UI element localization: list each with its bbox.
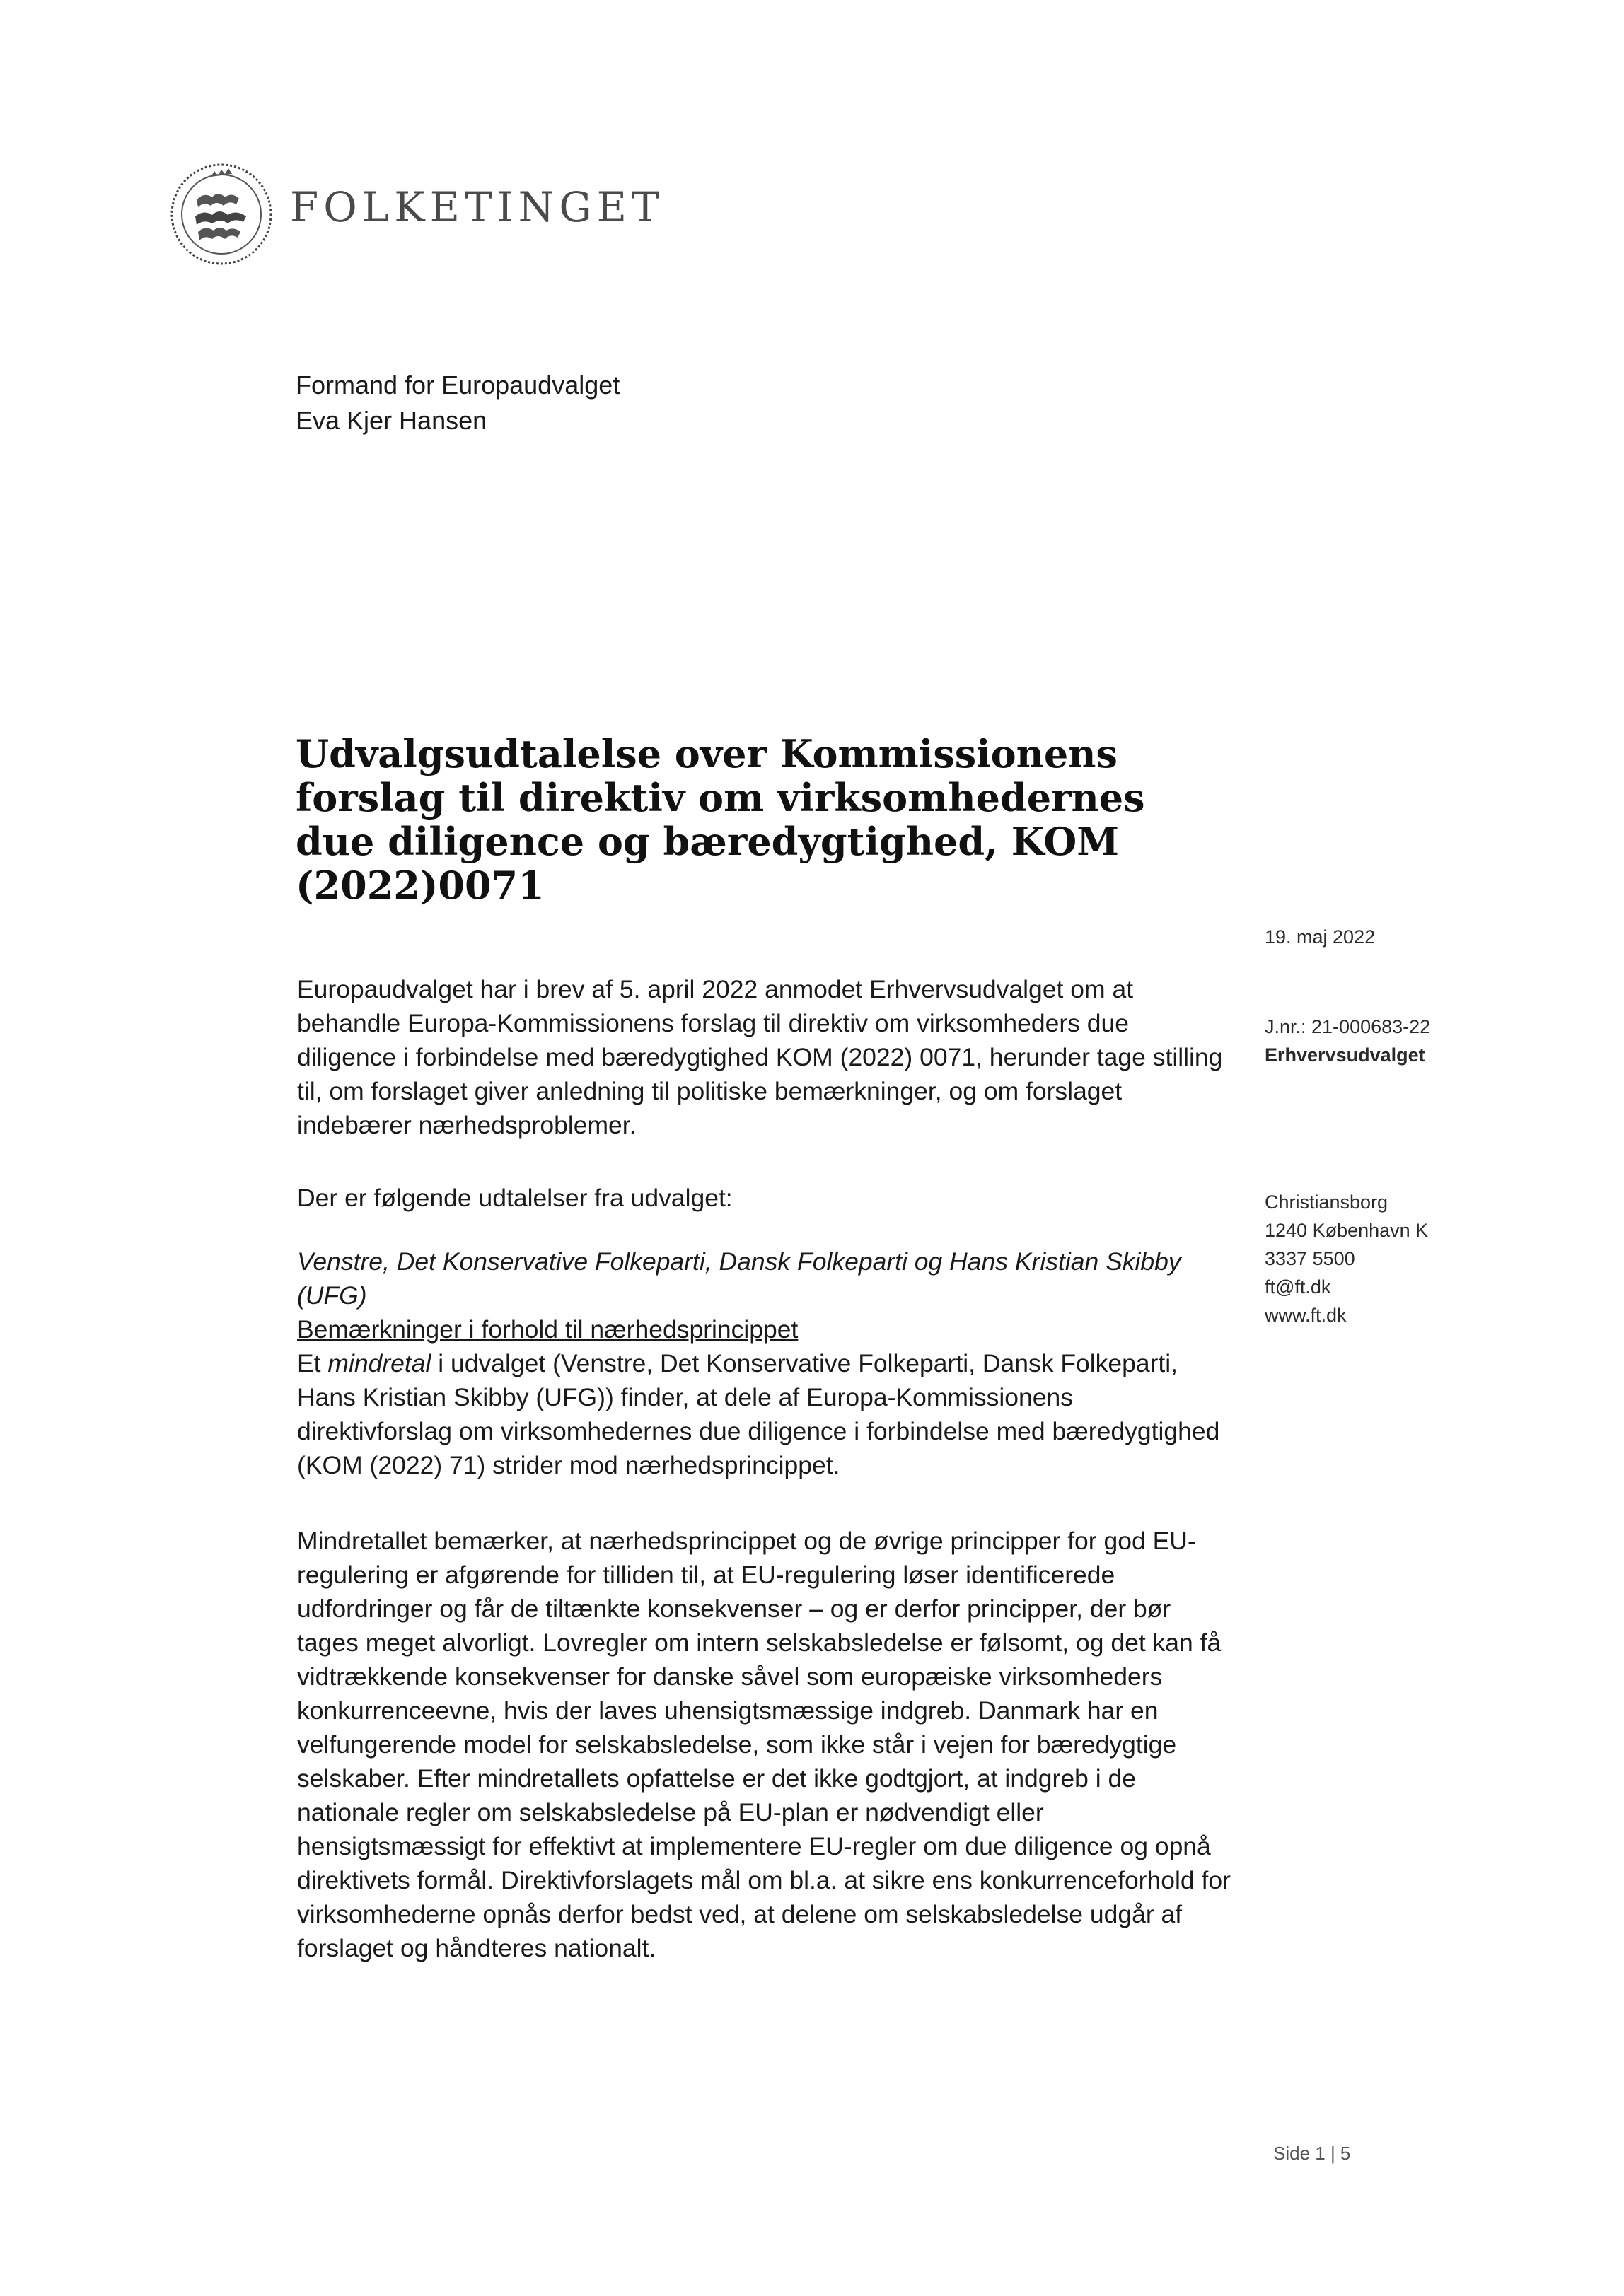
statement-paragraph-1 — [297, 1346, 1231, 1482]
document-date: 19. maj 2022 — [1265, 926, 1376, 948]
recipient-title: Formand for Europaudvalget — [296, 371, 620, 400]
minority-paragraph-text: Mindretallet bemærker, at nærhedsprincippet og de øvrige principper for god EU-regulering er afgørende for tilliden til, at EU-regulering løser identificerede udfordringer og får de tiltænkte konsekvenser – og er derfor principper, der bør tages meget alvorligt. Lovregler om intern selskabsledelse er følsomt, og det kan få vidtrækkende konsekvenser for danske såvel som europæiske virksomheders konkurrenceevne, hvis der laves uhensigtsmæssige indgreb. Danmark har en velfungerende model for selskabsledelse, som ikke står i vejen for bæredygtige selskaber. Efter mindretallets opfattelse er det ikke godtgjort, at indgreb i de nationale regler om selskabsledelse på EU-plan er nødvendigt eller hensigtsmæssigt for effektivt at implementere EU-regler om due diligence og opnå direktivets formål. Direktivforslagets mål om bl.a. at sikre ens konkurrenceforhold for virksomhederne opnås derfor bedst ved, at delene om selskabsledelse udgår af forslaget og håndteres nationalt. — [297, 1527, 1231, 1962]
para1-prefix: Et — [297, 1349, 328, 1377]
statement-subheading: Bemærkninger i forhold til nærhedsprincippet — [297, 1315, 799, 1344]
committee-name: Erhvervsudvalget — [1265, 1044, 1425, 1066]
page-number: Side 1 | 5 — [1273, 2143, 1351, 2164]
document-title: Udvalgsudtalelse over Kommissionens forslag til direktiv om virksomhedernes due diligence og bæredygtighed, KOM (2022)0071 — [296, 731, 1145, 908]
recipient-block — [296, 368, 620, 438]
statements-lead-text: Der er følgende udtalelser fra udvalget: — [297, 1184, 733, 1212]
phone-number: 3337 5500 — [1265, 1248, 1355, 1269]
address-line-1: Christiansborg — [1265, 1191, 1388, 1213]
folketinget-seal-logo — [168, 161, 274, 267]
minority-paragraph — [297, 1524, 1231, 1965]
email-address: ft@ft.dk — [1265, 1276, 1331, 1298]
para1-minority-term: mindretal — [327, 1349, 431, 1377]
para1-rest: i udvalget (Venstre, Det Konservative Folkeparti, Dansk Folkeparti, Hans Kristian Skibby (UFG)) finder, at dele af Europa-Kommissionens direktivforslag om virksomhedernes due diligence i forbindelse med bæredygtighed (KOM (2022) 71) strider mod nærhedsprincippet. — [297, 1349, 1220, 1479]
statements-lead — [297, 1181, 1231, 1215]
journal-number: J.nr.: 21-000683-22 — [1265, 1016, 1431, 1037]
recipient-name: Eva Kjer Hansen — [296, 406, 487, 435]
intro-text: Europaudvalget har i brev af 5. april 2022 anmodet Erhvervsudvalget om at behandle Europa-Kommissionens forslag til direktiv om virksomheders due diligence i forbindelse med bæredygtighed KOM (2022) 0071, herunder tage stilling til, om forslaget giver anledning til politiske bemærkninger, og om forslaget indebærer nærhedsproblemer. — [297, 975, 1223, 1139]
intro-paragraph — [297, 972, 1231, 1142]
folketinget-wordmark: FOLKETINGET — [290, 183, 664, 231]
statement-parties: Venstre, Det Konservative Folkeparti, Dansk Folkeparti og Hans Kristian Skibby (UFG) — [297, 1247, 1181, 1310]
website: www.ft.dk — [1265, 1305, 1347, 1326]
address-line-2: 1240 København K — [1265, 1220, 1429, 1241]
statement-section — [297, 1245, 1231, 1482]
